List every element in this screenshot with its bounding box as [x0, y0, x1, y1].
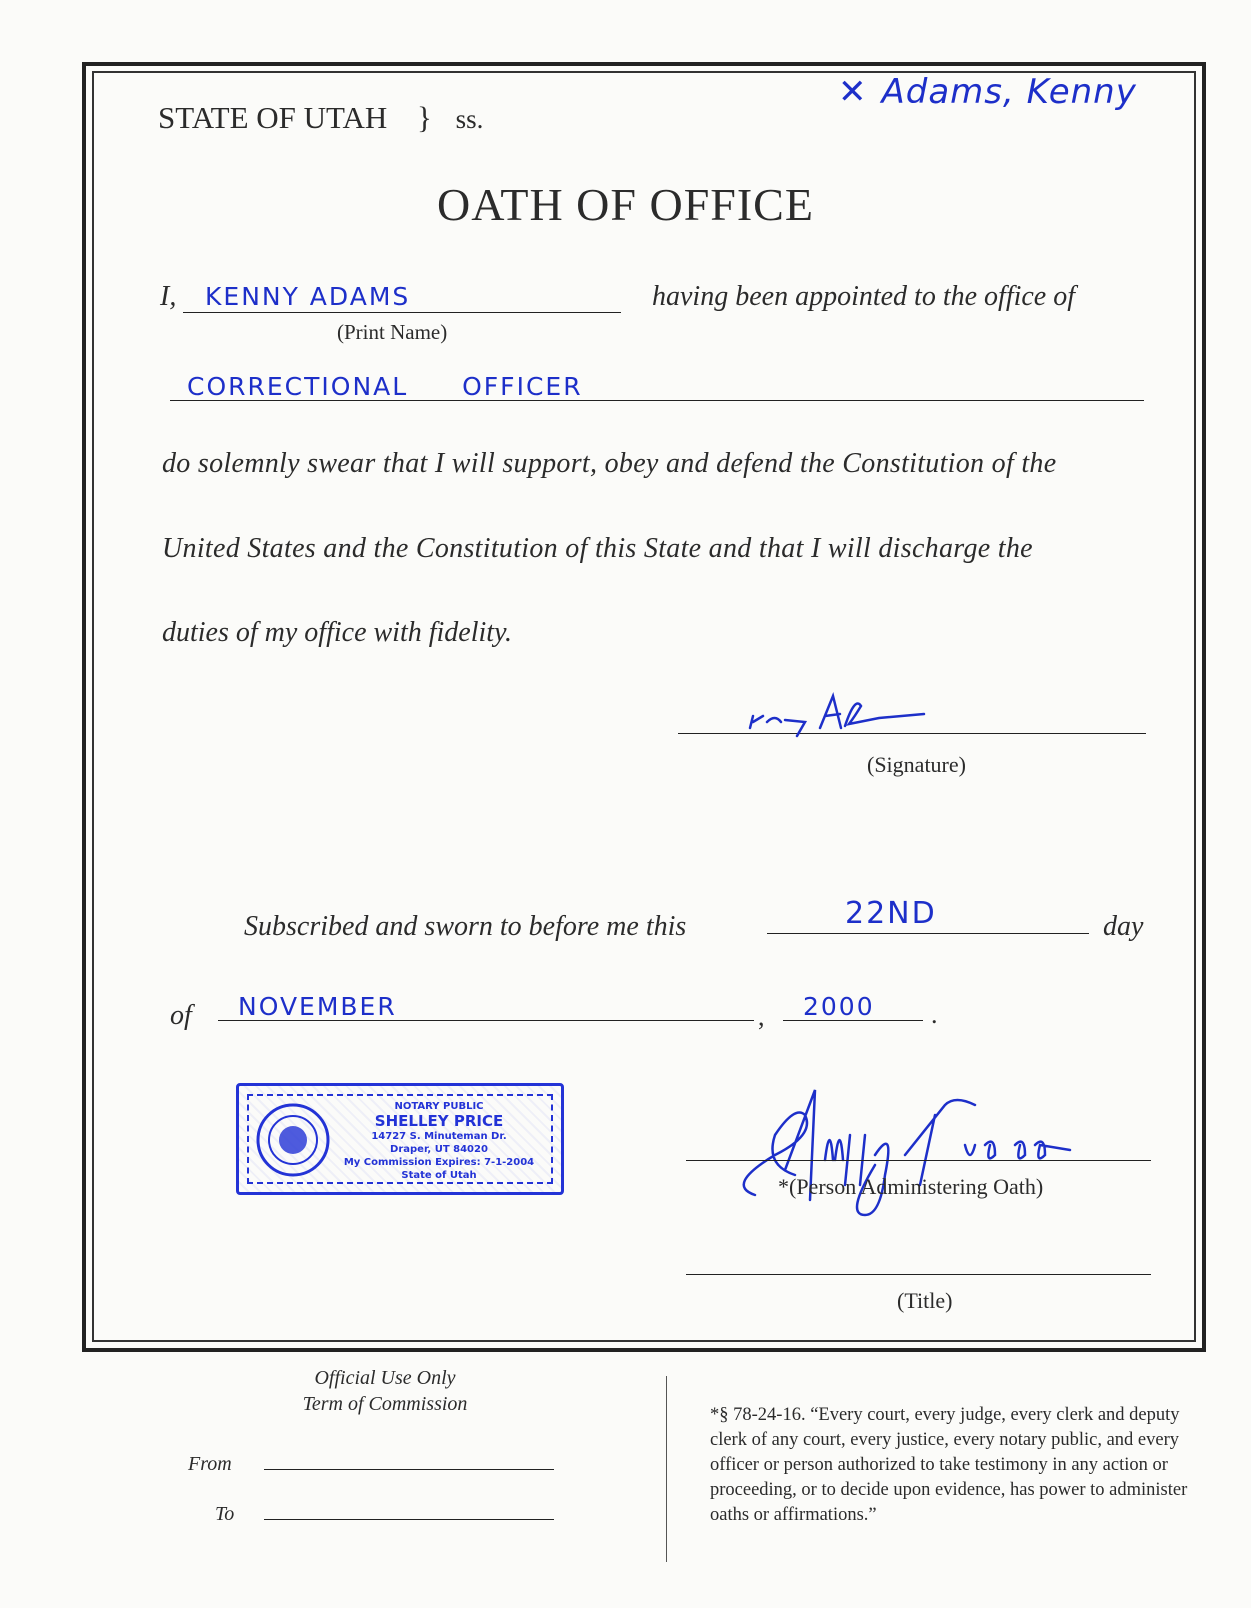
page-title: OATH OF OFFICE [437, 179, 814, 230]
signature-scribble [745, 688, 945, 748]
oath-line-1: do solemnly swear that I will support, obey and defend the Constitution of the [162, 448, 1057, 479]
title-caption: (Title) [897, 1288, 953, 1313]
from-line [264, 1469, 554, 1470]
stamp-text-block [339, 1100, 539, 1182]
month-value: NOVEMBER [238, 992, 397, 1021]
year-value: 2000 [803, 992, 875, 1021]
print-name-caption: (Print Name) [337, 320, 448, 344]
stamp-line-name: SHELLEY PRICE [374, 1112, 504, 1130]
footer-divider [666, 1376, 667, 1562]
ss-label: ss. [455, 104, 484, 134]
signature-caption: (Signature) [867, 752, 966, 777]
subscribed-text: Subscribed and sworn to before me this [244, 911, 687, 942]
statute-text: *§ 78-24-16. “Every court, every judge, every clerk and deputy clerk of any court, every justice, every notary public, and every officer or person authorized to take testimony in any action or proceeding, or to decide upon evidence, has power to administer oaths or affirmations.” [710, 1405, 1188, 1525]
state-label: STATE OF UTAH [158, 100, 388, 135]
office-value: CORRECTIONAL OFFICER [187, 372, 583, 401]
state-seal-icon [255, 1102, 333, 1178]
stamp-line-expires: My Commission Expires: 7-1-2004 [343, 1157, 535, 1168]
print-name-value: KENNY ADAMS [205, 282, 411, 311]
of-label: of [170, 1000, 192, 1031]
brace-symbol: } [417, 100, 432, 135]
handwritten-index-note: ✕ Adams, Kenny [838, 72, 1137, 112]
stamp-line-title: NOTARY PUBLIC [394, 1101, 484, 1112]
day-label: day [1103, 911, 1144, 942]
title-line [686, 1274, 1151, 1275]
i-prefix: I, [160, 281, 177, 312]
administering-caption: *(Person Administering Oath) [778, 1174, 1044, 1199]
stamp-line-address: 14727 S. Minuteman Dr. [371, 1131, 507, 1142]
period: . [931, 1000, 938, 1029]
handwritten-index-text: Adams, Kenny [881, 72, 1137, 112]
day-value: 22ND [845, 896, 937, 931]
day-line [767, 933, 1089, 934]
oath-line-3: duties of my office with fidelity. [162, 617, 512, 648]
appointed-text: having been appointed to the office of [652, 281, 1076, 312]
comma: , [758, 1002, 765, 1031]
official-use-label: Official Use Only [314, 1367, 456, 1389]
from-label: From [188, 1453, 232, 1475]
notary-stamp [236, 1083, 564, 1195]
oath-line-2: United States and the Constitution of this State and that I will discharge the [162, 533, 1033, 564]
to-line [264, 1519, 554, 1520]
name-line [183, 312, 621, 313]
stamp-line-state: State of Utah [401, 1170, 477, 1181]
state-heading [158, 100, 483, 136]
term-of-commission-label: Term of Commission [302, 1393, 468, 1415]
stamp-line-city: Draper, UT 84020 [390, 1144, 488, 1155]
notary-signature-scribble [715, 1075, 1115, 1235]
to-label: To [215, 1503, 235, 1525]
administering-line [686, 1160, 1151, 1161]
